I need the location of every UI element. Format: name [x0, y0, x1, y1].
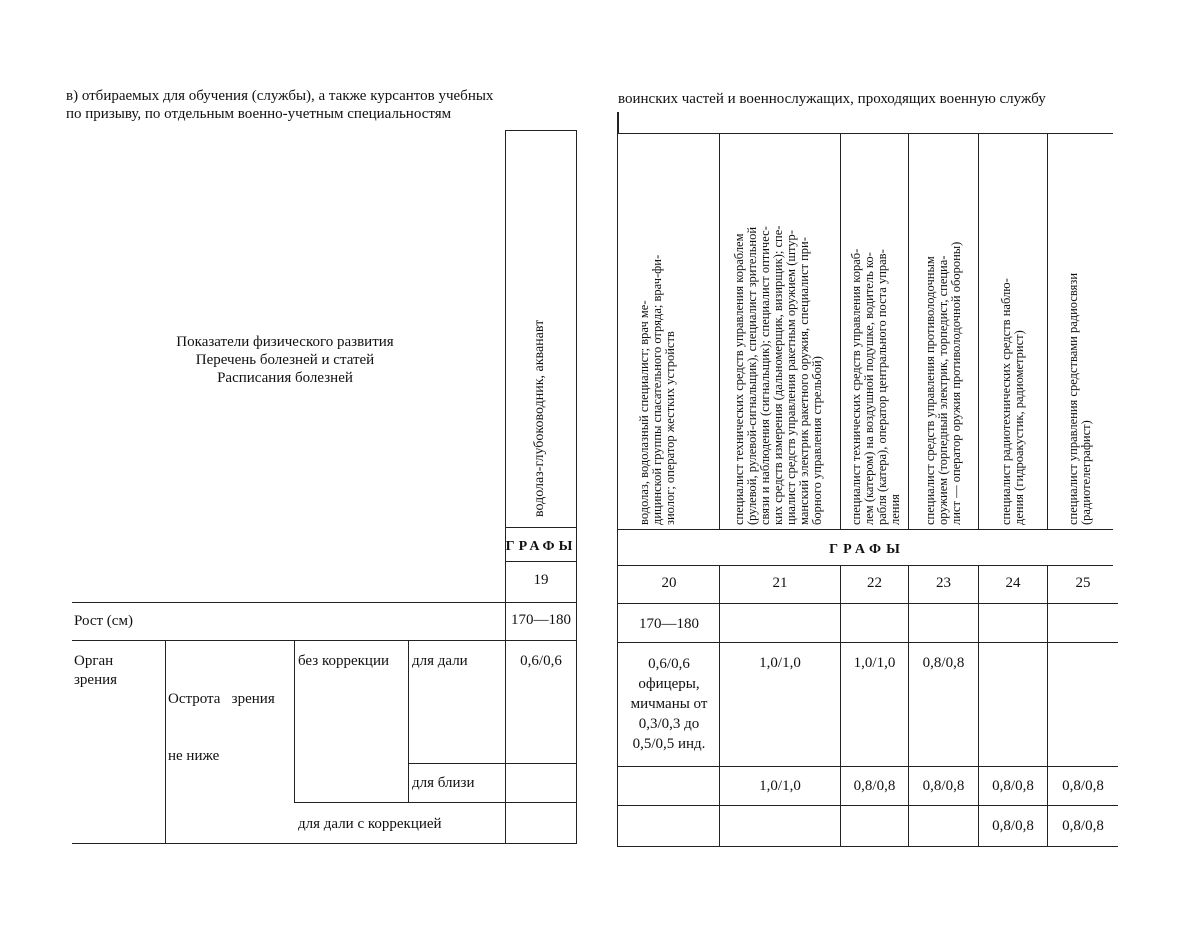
col25-header: [1067, 273, 1093, 525]
right-grafy-top-rule: [617, 529, 1113, 530]
col24-correction-value: 0,8/0,8: [992, 818, 1034, 834]
col19-height-value: 170—180: [511, 612, 571, 628]
right-header-bottom-rule: [617, 603, 1118, 604]
col24-right-rule: [1047, 565, 1048, 846]
col20-height-value: 170—180: [639, 616, 699, 632]
col21-header-line-3: связи и наблюдения (сигнальщик); специалист оптичес-: [758, 226, 772, 525]
header-block: [130, 333, 440, 387]
col24-header: [1000, 278, 1026, 525]
acuity-label-line-1: Острота зрения: [168, 691, 275, 707]
right-near-row-bottom-rule: [617, 805, 1118, 806]
right-caption-mark: [617, 112, 619, 134]
col20-header-line-2: дицинской группы спасательного отряда; врач-фи-: [650, 254, 664, 525]
col19-header-text: водолаз-глубоководник, акванавт: [532, 319, 547, 517]
col21-number: 21: [772, 575, 788, 591]
for-near-label: для близи: [412, 775, 475, 791]
col20-distance-line-5: 0,5/0,5 инд.: [632, 736, 706, 752]
col24-right-rule-top: [1047, 133, 1048, 529]
left-grafy-top-rule: [505, 527, 577, 528]
left-distance-left-rule: [408, 640, 409, 803]
acuity-label: [168, 652, 275, 804]
col20-header-line-1: водолаз, водолазный специалист; врач ме-: [637, 300, 651, 525]
left-distance-row-bottom-rule: [408, 763, 577, 764]
col22-distance-value: 1,0/1,0: [853, 655, 896, 671]
col22-right-rule-top: [908, 133, 909, 529]
col20-distance-line-3: мичманы от: [630, 696, 708, 712]
col22-right-rule: [908, 565, 909, 846]
right-grafy-bottom-rule: [617, 565, 1113, 566]
right-table-bottom-rule: [617, 846, 1118, 847]
col23-number: 23: [936, 575, 951, 591]
col23-header-line-1: специалист средств управления противолодочным: [923, 256, 937, 525]
col22-header-line-4: ления: [888, 494, 902, 525]
left-grafy-label: ГРАФЫ: [505, 539, 577, 554]
left-table-bottom-rule: [72, 843, 577, 844]
left-col19-right-rule: [576, 130, 577, 843]
col21-right-rule-top: [840, 133, 841, 529]
col23-header-line-3: лист — оператор оружия противолодочной обороны): [949, 241, 963, 525]
col22-header-line-1: специалист технических средств управления кораб-: [849, 248, 863, 525]
left-height-row-bottom-rule: [72, 640, 577, 641]
organ-label-line-2: зрения: [74, 672, 118, 688]
col23-near-value: 0,8/0,8: [922, 778, 965, 794]
right-height-row-bottom-rule: [617, 642, 1118, 643]
left-caption-line-1: в) отбираемых для обучения (службы), а также курсантов учебных: [66, 88, 494, 104]
col23-header-line-2: оружием (торпедный электрик, торпедист, специа-: [936, 255, 950, 525]
col21-header-line-2: (рулевой, рулевой-сигнальщик), специалист зрительной: [745, 226, 759, 525]
col21-header-line-6: манский электрик ракетного оружия, специалист при-: [797, 237, 811, 525]
col23-right-rule: [978, 565, 979, 846]
right-distance-row-bottom-rule: [617, 766, 1118, 767]
col23-right-rule-top: [978, 133, 979, 529]
header-disease-list: Перечень болезней и статей: [195, 352, 375, 368]
right-table-top-rule: [617, 133, 1113, 134]
col23-header: [924, 242, 963, 525]
header-disease-schedule: Расписания болезней: [217, 370, 353, 386]
col22-near-value: 0,8/0,8: [853, 778, 896, 794]
row-height-label: Рост (см): [74, 613, 133, 629]
header-physical-development: Показатели физического развития: [176, 334, 394, 350]
col20-right-rule-top: [719, 133, 720, 529]
col24-number: 24: [1005, 575, 1021, 591]
acuity-label-line-2: не ниже: [168, 748, 220, 764]
col22-header: [850, 249, 902, 525]
organ-label-line-1: Орган: [74, 653, 114, 669]
col24-header-line-1: специалист радиотехнических средств наблю-: [999, 278, 1013, 525]
col20-distance-line-4: 0,3/0,3 до: [638, 716, 700, 732]
col25-near-value: 0,8/0,8: [1062, 778, 1104, 794]
left-header-bottom-rule: [72, 602, 577, 603]
right-grafy-label: ГРАФЫ: [829, 542, 905, 557]
left-caption-line-2: по призыву, по отдельным военно-учетным специальностям: [66, 106, 452, 122]
col20-header-line-3: зиолог; оператор жестких устройств: [663, 331, 677, 525]
col19-number: 19: [533, 572, 549, 588]
without-correction-label: без коррекции: [298, 653, 390, 669]
col22-number: 22: [867, 575, 882, 591]
organ-label: [74, 652, 117, 690]
col25-header-line-2: (радиотелеграфист): [1079, 420, 1093, 525]
col24-header-line-2: дения (гидроакустик, радиометрист): [1012, 330, 1026, 525]
col21-right-rule: [840, 565, 841, 846]
col21-header: [733, 226, 824, 525]
col21-near-value: 1,0/1,0: [759, 778, 801, 794]
col20-right-rule: [719, 565, 720, 846]
col21-header-line-5: циалист средств управления ракетным оружием (штур-: [784, 230, 798, 525]
col21-header-line-7: борного управления стрельбой): [810, 356, 824, 525]
col25-correction-value: 0,8/0,8: [1062, 818, 1104, 834]
right-caption: воинских частей и военнослужащих, проходящих военную службу: [618, 91, 1046, 107]
col22-header-line-2: лем (катером) на воздушной подушке, водитель ко-: [862, 252, 876, 525]
left-col19-left-rule: [505, 130, 506, 843]
col21-distance-value: 1,0/1,0: [759, 655, 801, 671]
left-near-row-bottom-rule: [295, 802, 577, 803]
col20-distance-value: [619, 654, 719, 754]
col20-header: [638, 255, 677, 525]
col24-near-value: 0,8/0,8: [992, 778, 1034, 794]
left-grafy-bottom-rule: [505, 561, 577, 562]
left-acuity-left-rule: [165, 640, 166, 843]
col22-header-line-3: рабля (катера), оператор центрального поста управ-: [875, 249, 889, 525]
left-table-top-rule: [505, 130, 577, 131]
col21-header-line-4: ких средств измерения (дальномерщик, визирщик); спе-: [771, 225, 785, 525]
left-correction-left-rule: [294, 640, 295, 803]
col20-number: 20: [661, 575, 677, 591]
col19-distance-value: 0,6/0,6: [520, 653, 562, 669]
distance-with-correction-label: для дали с коррекцией: [298, 816, 442, 832]
col21-header-line-1: специалист технических средств управления кораблем: [732, 233, 746, 525]
col19-header: [533, 320, 546, 517]
col20-distance-line-1: 0,6/0,6: [648, 656, 690, 672]
for-distance-label: для дали: [412, 653, 468, 669]
col25-header-line-1: специалист управления средствами радиосвязи: [1066, 272, 1080, 525]
col25-number: 25: [1075, 575, 1091, 591]
col20-distance-line-2: офицеры,: [638, 676, 700, 692]
right-table-left-rule: [617, 133, 618, 846]
col23-distance-value: 0,8/0,8: [922, 655, 965, 671]
